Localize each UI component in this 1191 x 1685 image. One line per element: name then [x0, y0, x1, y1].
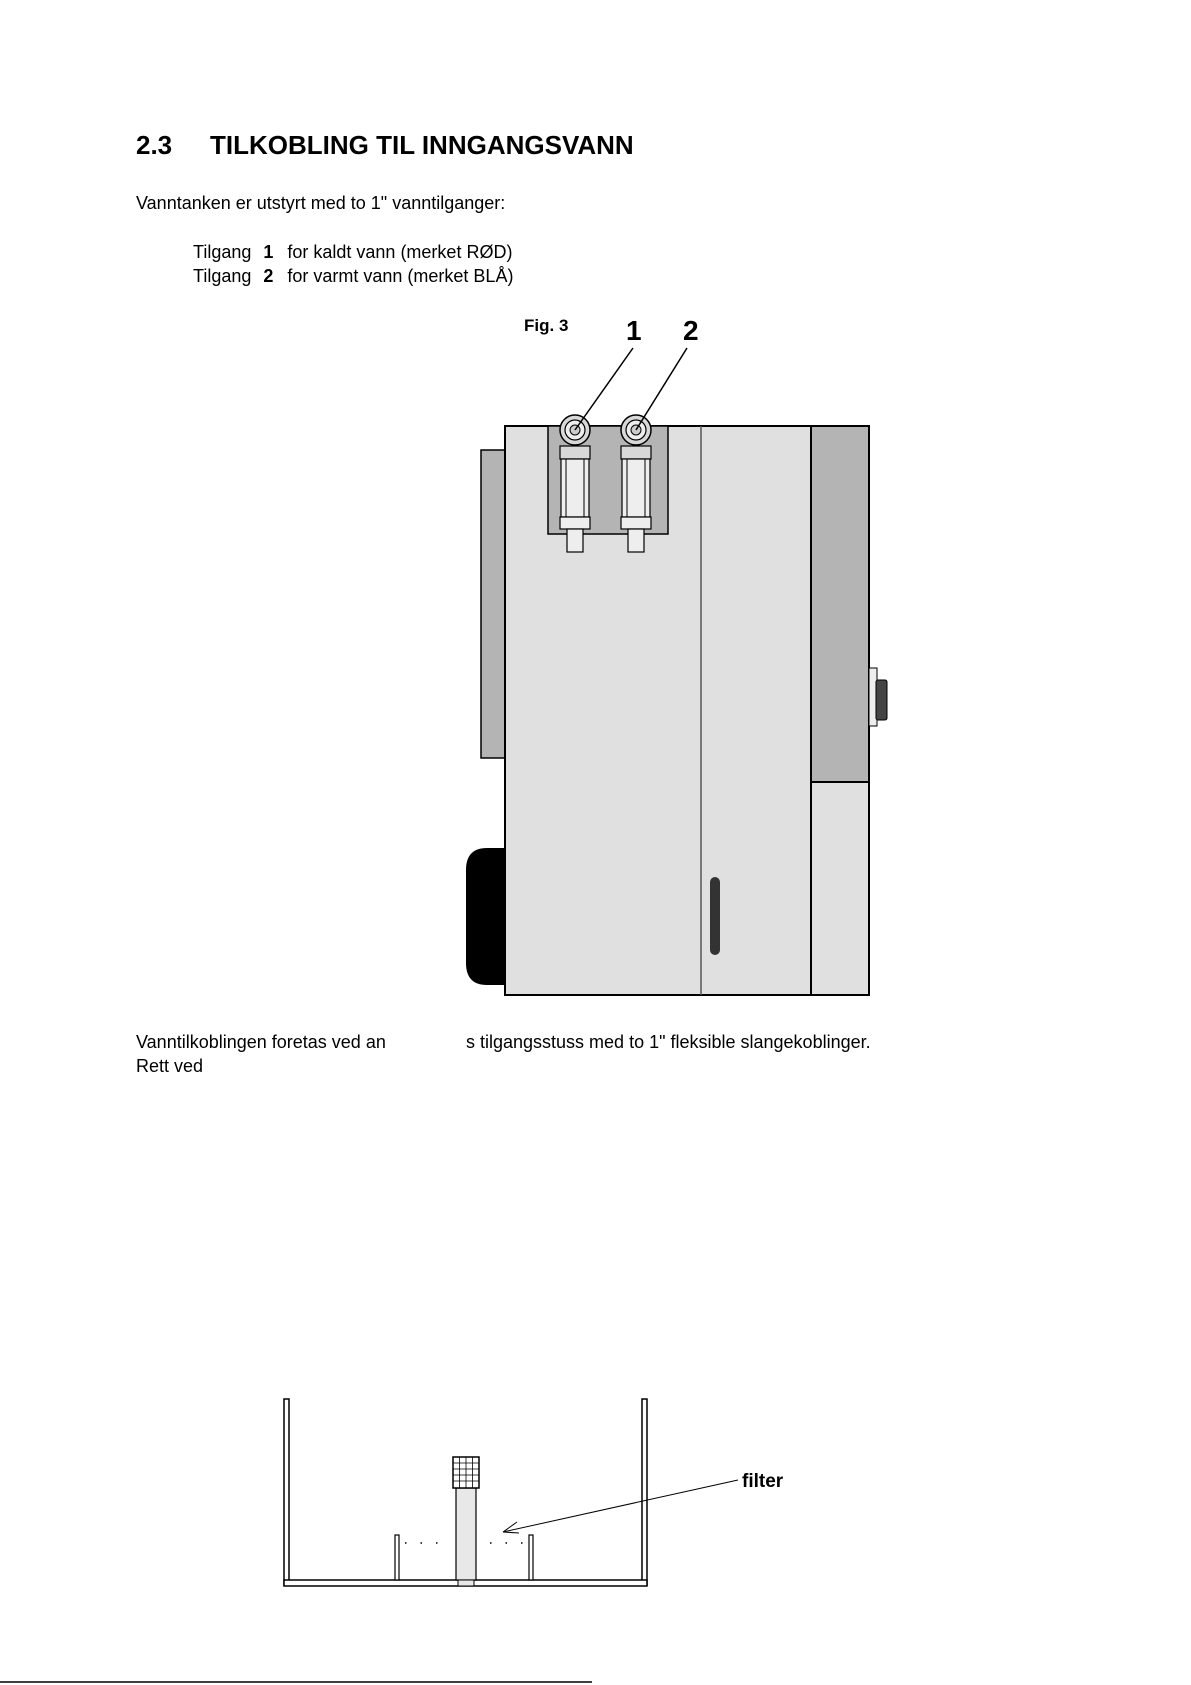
- right-panel-lower: [811, 782, 869, 995]
- section-title: TILKOBLING TIL INNGANGSVANN: [210, 130, 634, 160]
- intro-text: Vanntanken er utstyrt med to 1" vanntilganger:: [136, 193, 506, 213]
- inlet-prefix: Tilgang: [193, 242, 252, 262]
- inlet-prefix: Tilgang: [193, 266, 252, 286]
- callout-leader-1: [575, 348, 633, 430]
- filter-label: filter: [742, 1471, 784, 1492]
- handle-slot: [710, 877, 720, 955]
- callout-2: 2: [683, 315, 699, 346]
- base-block: [466, 848, 505, 985]
- filter-figure: [284, 1399, 738, 1586]
- callout-leader-2: [636, 348, 687, 430]
- callout-1: 1: [626, 315, 642, 346]
- inlet-description: for varmt vann (merket BLÅ): [287, 266, 514, 286]
- knob-icon: [876, 680, 887, 720]
- inlet-description: for kaldt vann (merket RØD): [287, 242, 513, 262]
- inlet-number: 2: [263, 266, 274, 286]
- inlet-number: 1: [263, 242, 274, 262]
- side-panel: [481, 450, 505, 758]
- section-number: 2.3: [136, 130, 173, 160]
- paragraph-line1-right: s tilgangsstuss med to 1" fleksible slangekoblinger.: [466, 1032, 871, 1052]
- paragraph-line2: Rett ved: [136, 1056, 204, 1076]
- paragraph-line1-left: Vanntilkoblingen foretas ved an: [136, 1032, 386, 1052]
- figure-label: Fig. 3: [524, 316, 569, 335]
- right-panel-upper: [811, 426, 869, 782]
